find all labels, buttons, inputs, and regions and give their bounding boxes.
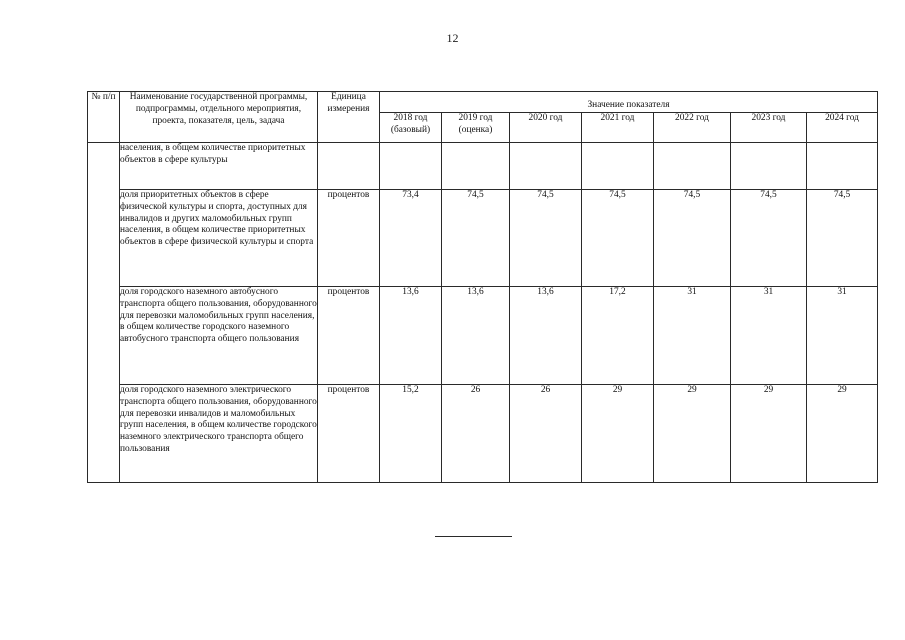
row-value: 29 bbox=[807, 385, 878, 483]
row-value bbox=[380, 143, 442, 190]
header-year: 2024 год bbox=[807, 113, 878, 143]
row-value: 29 bbox=[582, 385, 654, 483]
header-year: 2023 год bbox=[731, 113, 807, 143]
row-value: 31 bbox=[731, 287, 807, 385]
indicators-table bbox=[87, 91, 878, 483]
row-number-cell bbox=[88, 143, 120, 483]
row-value: 74,5 bbox=[807, 190, 878, 287]
header-name: Наименование государственной программы, подпрограммы, отдельного мероприятия, проекта, показателя, цель, задача bbox=[120, 92, 318, 143]
row-description: доля городского наземного автобусного транспорта общего пользования, оборудованного для перевозки маломобильных групп населения, в общем количестве городского наземного автобусного транспорта общего пользования bbox=[120, 287, 318, 385]
table-row bbox=[88, 143, 878, 190]
row-unit: процентов bbox=[318, 287, 380, 385]
row-value: 13,6 bbox=[380, 287, 442, 385]
row-value: 31 bbox=[654, 287, 731, 385]
row-value bbox=[654, 143, 731, 190]
header-year: 2022 год bbox=[654, 113, 731, 143]
header-year: 2019 год (оценка) bbox=[442, 113, 510, 143]
table-row bbox=[88, 190, 878, 287]
row-value: 26 bbox=[510, 385, 582, 483]
row-value: 13,6 bbox=[442, 287, 510, 385]
row-value: 15,2 bbox=[380, 385, 442, 483]
indicators-table-container bbox=[87, 91, 877, 483]
row-value: 74,5 bbox=[582, 190, 654, 287]
row-value: 73,4 bbox=[380, 190, 442, 287]
row-unit: процентов bbox=[318, 190, 380, 287]
row-value: 74,5 bbox=[442, 190, 510, 287]
row-value bbox=[731, 143, 807, 190]
row-unit bbox=[318, 143, 380, 190]
row-description: доля приоритетных объектов в сфере физической культуры и спорта, доступных для инвалидов и других маломобильных групп населения, в общем количестве приоритетных объектов в сфере физической культуры и спорта bbox=[120, 190, 318, 287]
row-value: 74,5 bbox=[654, 190, 731, 287]
row-value: 74,5 bbox=[510, 190, 582, 287]
row-value bbox=[510, 143, 582, 190]
row-value bbox=[807, 143, 878, 190]
row-description: населения, в общем количестве приоритетных объектов в сфере культуры bbox=[120, 143, 318, 190]
row-value: 29 bbox=[654, 385, 731, 483]
header-year: 2020 год bbox=[510, 113, 582, 143]
row-value bbox=[442, 143, 510, 190]
row-unit: процентов bbox=[318, 385, 380, 483]
table-row bbox=[88, 287, 878, 385]
header-year: 2021 год bbox=[582, 113, 654, 143]
end-divider-line bbox=[435, 536, 512, 537]
row-value: 29 bbox=[731, 385, 807, 483]
row-value bbox=[582, 143, 654, 190]
row-value: 31 bbox=[807, 287, 878, 385]
row-value: 17,2 bbox=[582, 287, 654, 385]
row-value: 13,6 bbox=[510, 287, 582, 385]
row-value: 26 bbox=[442, 385, 510, 483]
page-number: 12 bbox=[446, 31, 459, 45]
header-number: № п/п bbox=[88, 92, 120, 143]
header-values-group: Значение показателя bbox=[380, 92, 878, 113]
header-year: 2018 год (базовый) bbox=[380, 113, 442, 143]
header-row bbox=[88, 92, 878, 113]
header-unit: Единица измерения bbox=[318, 92, 380, 143]
row-value: 74,5 bbox=[731, 190, 807, 287]
table-row bbox=[88, 385, 878, 483]
row-description: доля городского наземного электрического транспорта общего пользования, оборудованного для перевозки инвалидов и маломобильных групп населения, в общем количестве городского наземного электрического транспорта общего пользования bbox=[120, 385, 318, 483]
